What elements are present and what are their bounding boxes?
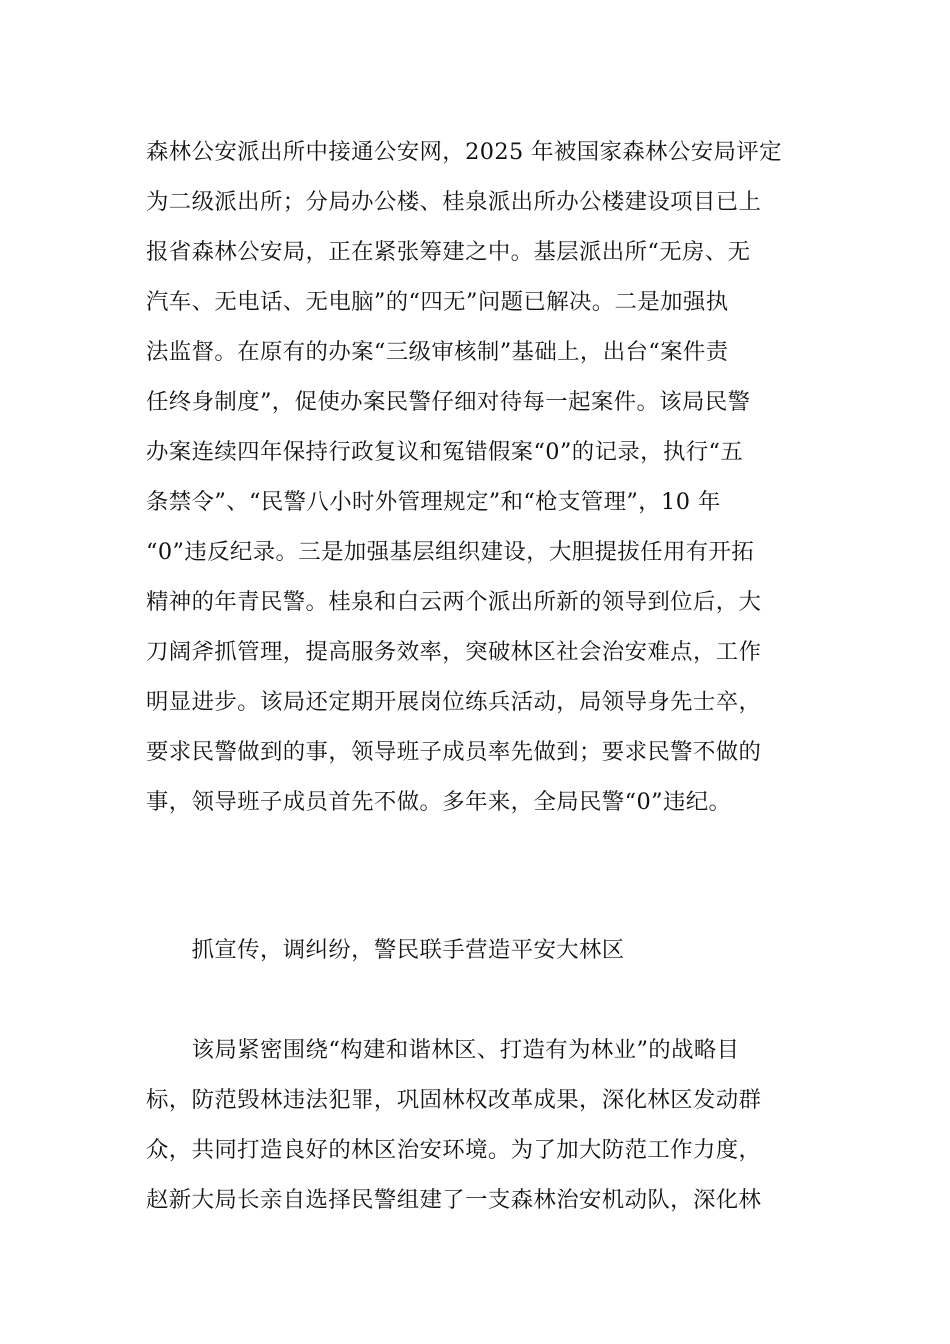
paragraph-line: 任终身制度”，促使办案民警仔细对待每一起案件。该局民警 [146, 389, 751, 415]
paragraph-line: 要求民警做到的事，领导班子成员率先做到；要求民警不做的 [146, 739, 762, 765]
paragraph-line: 众，共同打造良好的林区治安环境。为了加大防范工作力度， [146, 1137, 762, 1163]
paragraph-line: 办案连续四年保持行政复议和冤错假案“0”的记录，执行“五 [146, 439, 744, 465]
section-heading-block [146, 925, 806, 975]
paragraph-line: 标，防范毁林违法犯罪，巩固林权改革成果，深化林区发动群 [146, 1087, 762, 1113]
paragraph-line: 明显进步。该局还定期开展岗位练兵活动，局领导身先士卒， [146, 689, 762, 715]
paragraph-line: 报省森林公安局，正在紧张筹建之中。基层派出所“无房、无 [146, 239, 751, 265]
paragraph-line: 法监督。在原有的办案“三级审核制”基础上，出台“案件责 [146, 339, 729, 365]
paragraph-line: 刀阔斧抓管理，提高服务效率，突破林区社会治安难点，工作 [146, 639, 762, 665]
paragraph-line: 汽车、无电话、无电脑”的“四无”问题已解决。二是加强执 [146, 289, 729, 315]
body-paragraph-1 [146, 127, 806, 827]
paragraph-line: 条禁令”、“民警八小时外管理规定”和“枪支管理”，10 年 [146, 489, 721, 515]
paragraph-line: “0”违反纪录。三是加强基层组织建设，大胆提拔任用有开拓 [146, 539, 755, 565]
paragraph-line: 精神的年青民警。桂泉和白云两个派出所新的领导到位后，大 [146, 589, 762, 615]
paragraph-line: 森林公安派出所中接通公安网，2025 年被国家森林公安局评定 [146, 139, 782, 165]
paragraph-line: 赵新大局长亲自选择民警组建了一支森林治安机动队，深化林 [146, 1187, 762, 1213]
paragraph-line: 为二级派出所；分局办公楼、桂泉派出所办公楼建设项目已上 [146, 189, 762, 215]
body-paragraph-2 [146, 1025, 806, 1225]
paragraph-line: 该局紧密围绕“构建和谐林区、打造有为林业”的战略目 [146, 1037, 740, 1063]
paragraph-line: 事，领导班子成员首先不做。多年来，全局民警“0”违纪。 [146, 789, 732, 815]
section-heading: 抓宣传，调纠纷，警民联手营造平安大林区 [146, 937, 625, 963]
